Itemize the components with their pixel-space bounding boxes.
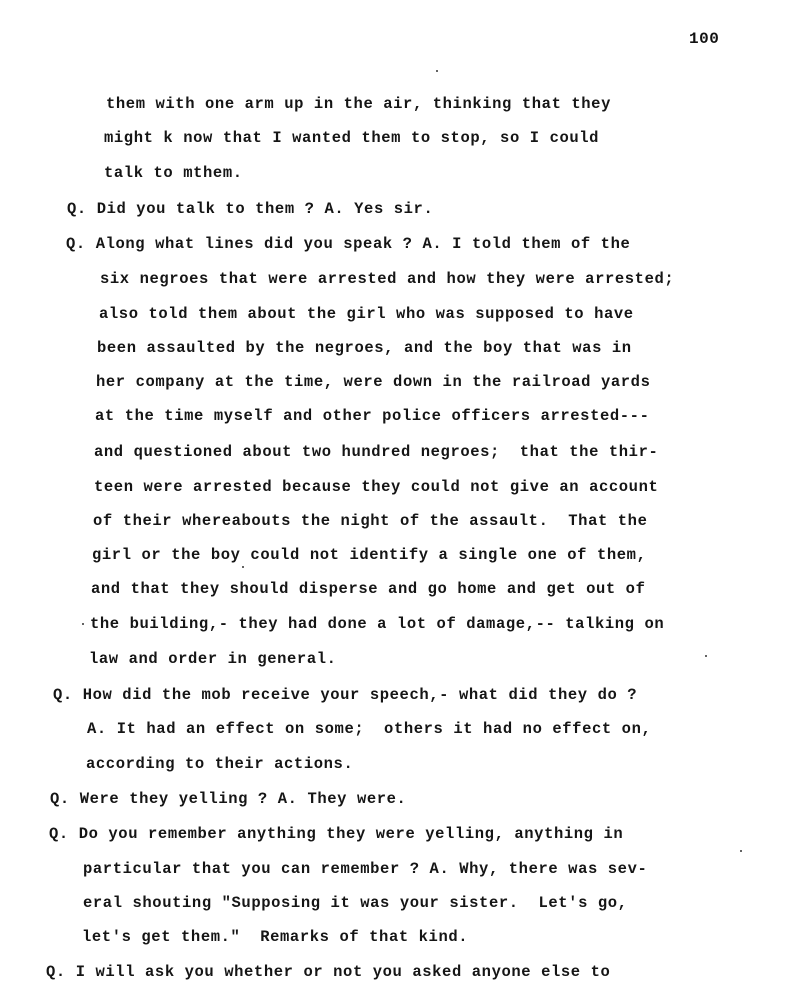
transcript-line: Q. Did you talk to them ? A. Yes sir. xyxy=(67,200,434,218)
transcript-line: according to their actions. xyxy=(86,755,354,773)
transcript-line: Q. How did the mob receive your speech,- what did they do ? xyxy=(53,686,638,704)
transcript-line: at the time myself and other police officers arrested--- xyxy=(95,407,650,425)
scan-speck xyxy=(740,850,742,852)
transcript-line: of their whereabouts the night of the assault. That the xyxy=(93,512,648,530)
transcript-line: six negroes that were arrested and how they were arrested; xyxy=(100,270,675,288)
transcript-line: Q. Do you remember anything they were yelling, anything in xyxy=(49,825,624,843)
transcript-line: law and order in general. xyxy=(89,650,337,668)
scan-speck xyxy=(436,70,438,72)
transcript-line: Q. Were they yelling ? A. They were. xyxy=(50,790,407,808)
transcript-line: let's get them." Remarks of that kind. xyxy=(82,928,469,946)
transcript-line: Q. Along what lines did you speak ? A. I told them of the xyxy=(66,235,631,253)
transcript-line: particular that you can remember ? A. Why, there was sev- xyxy=(83,860,648,878)
transcript-line: A. It had an effect on some; others it had no effect on, xyxy=(87,720,652,738)
transcript-line: her company at the time, were down in the railroad yards xyxy=(96,373,651,391)
transcript-line: Q. I will ask you whether or not you asked anyone else to xyxy=(46,963,611,981)
scan-speck xyxy=(705,655,707,657)
transcript-line: them with one arm up in the air, thinking that they xyxy=(106,95,611,113)
scan-speck xyxy=(242,566,244,568)
scan-speck xyxy=(82,623,84,625)
transcript-line: girl or the boy could not identify a single one of them, xyxy=(92,546,647,564)
transcript-line: the building,- they had done a lot of damage,-- talking on xyxy=(90,615,665,633)
transcript-line: also told them about the girl who was supposed to have xyxy=(99,305,634,323)
transcript-line: talk to mthem. xyxy=(104,164,243,182)
transcript-line: teen were arrested because they could not give an account xyxy=(94,478,659,496)
page-number: 100 xyxy=(689,30,720,48)
transcript-line: might k now that I wanted them to stop, so I could xyxy=(104,129,600,147)
transcript-line: been assaulted by the negroes, and the boy that was in xyxy=(97,339,632,357)
transcript-line: eral shouting "Supposing it was your sister. Let's go, xyxy=(83,894,628,912)
transcript-line: and questioned about two hundred negroes; that the thir- xyxy=(94,443,659,461)
transcript-line: and that they should disperse and go home and get out of xyxy=(91,580,646,598)
